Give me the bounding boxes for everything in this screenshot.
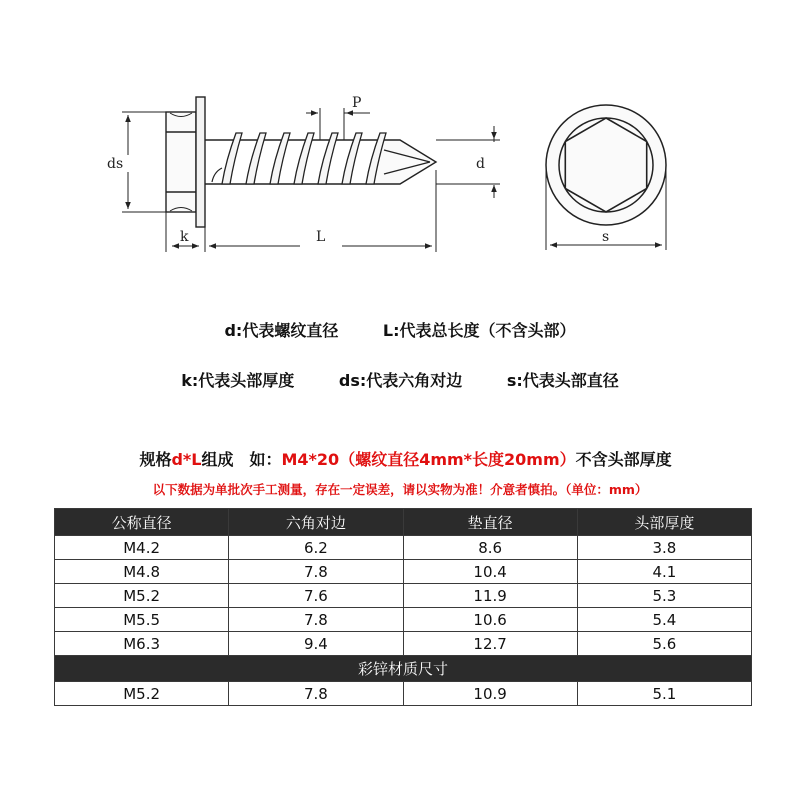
header-nominal-diameter: 公称直径 xyxy=(55,509,229,536)
table-cell: 4.1 xyxy=(577,560,751,584)
table-header-row xyxy=(55,509,752,536)
table-cell: 12.7 xyxy=(403,632,577,656)
spec-example-line xyxy=(0,428,800,470)
label-d: d xyxy=(476,156,485,172)
label-L: L xyxy=(316,229,326,245)
label-P: P xyxy=(352,95,362,111)
table-cell: 7.8 xyxy=(229,608,403,632)
table-cell: 9.4 xyxy=(229,632,403,656)
table-cell: 10.4 xyxy=(403,560,577,584)
table-cell: 7.6 xyxy=(229,584,403,608)
label-s: s xyxy=(602,229,610,245)
table-cell: 10.6 xyxy=(403,608,577,632)
table-cell: 6.2 xyxy=(229,536,403,560)
table-cell: 7.8 xyxy=(229,682,403,706)
table-cell: 10.9 xyxy=(403,682,577,706)
spec-middle: 组成 如： xyxy=(201,450,282,469)
table-row xyxy=(55,536,752,560)
table-cell: M5.2 xyxy=(55,682,229,706)
legend-key: ds: xyxy=(338,371,367,390)
table-cell: M5.2 xyxy=(55,584,229,608)
measurement-notice: 以下数据为单批次手工测量，存在一定误差，请以实物为准！介意者慎拍。（单位：mm） xyxy=(152,482,648,497)
table-row xyxy=(55,608,752,632)
screw-drill-point xyxy=(376,140,436,184)
screw-hex-head xyxy=(166,112,196,212)
label-ds: ds xyxy=(107,156,124,172)
label-k: k xyxy=(180,229,189,245)
header-head-thickness: 头部厚度 xyxy=(577,509,751,536)
subheader-color-zinc: 彩锌材质尺寸 xyxy=(55,656,752,682)
table-row xyxy=(55,584,752,608)
table-row xyxy=(55,560,752,584)
dimension-table xyxy=(54,508,752,706)
legend-text: 代表头部厚度 xyxy=(198,371,295,390)
table-cell: M6.3 xyxy=(55,632,229,656)
legend-text: 代表头部直径 xyxy=(522,371,619,390)
legend-key: L: xyxy=(382,321,400,340)
table-row xyxy=(55,632,752,656)
header-washer-diameter: 垫直径 xyxy=(403,509,577,536)
legend-text: 代表总长度（不含头部） xyxy=(399,321,576,340)
spec-formula: d*L xyxy=(171,450,202,469)
table-subheader-row xyxy=(55,656,752,682)
table-cell: 3.8 xyxy=(577,536,751,560)
legend-line-2 xyxy=(0,368,800,391)
header-hex-across-flats: 六角对边 xyxy=(229,509,403,536)
table-cell: 8.6 xyxy=(403,536,577,560)
legend-key: k: xyxy=(181,371,199,390)
spec-suffix: 不含头部厚度 xyxy=(575,450,672,469)
table-cell: M4.2 xyxy=(55,536,229,560)
legend-key: d: xyxy=(224,321,243,340)
table-cell: 5.4 xyxy=(577,608,751,632)
table-cell: 7.8 xyxy=(229,560,403,584)
table-cell: 11.9 xyxy=(403,584,577,608)
spec-example: M4*20（螺纹直径4mm*长度20mm） xyxy=(281,450,576,469)
legend-line-1 xyxy=(0,318,800,341)
screw-technical-drawing xyxy=(0,0,800,300)
table-cell: 5.6 xyxy=(577,632,751,656)
table-cell: M4.8 xyxy=(55,560,229,584)
table-cell: 5.3 xyxy=(577,584,751,608)
table-row xyxy=(55,682,752,706)
spec-prefix: 规格 xyxy=(139,450,172,469)
legend-text: 代表螺纹直径 xyxy=(242,321,339,340)
legend-key: s: xyxy=(506,371,523,390)
screw-washer-flange xyxy=(196,97,205,227)
table-cell: 5.1 xyxy=(577,682,751,706)
legend-text: 代表六角对边 xyxy=(366,371,463,390)
table-cell: M5.5 xyxy=(55,608,229,632)
